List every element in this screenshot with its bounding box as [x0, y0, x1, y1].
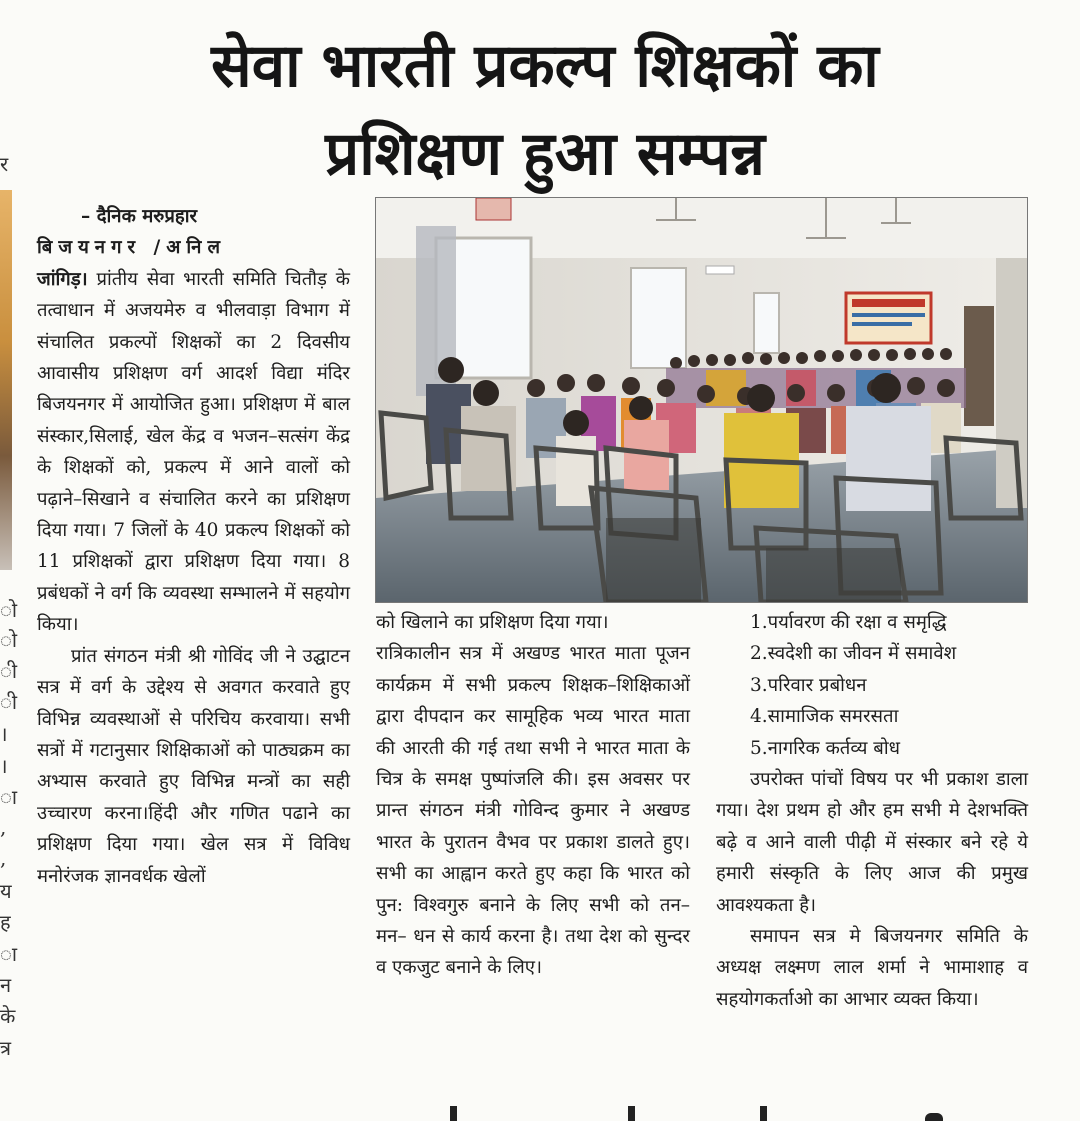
fragment-char: ।: [0, 754, 8, 778]
adjacent-column-fragment: [0, 0, 22, 1121]
fragment-char: ी: [0, 690, 18, 714]
paragraph-1-text: प्रांतीय सेवा भारती समिति चितौड़ के तत्वाधान में अजयमेरु व भीलवाड़ा विभाग में संचालित प्रकल्पों शिक्षकों का 2 दिवसीय आवासीय प्रशिक्षण वर्ग आदर्श विद्या मंदिर बिजयनगर में आयोजित हुआ। प्रशिक्षण में बाल संस्कार,सिलाई, खेल केंद्र व भजन–सत्संग केंद्र के शिक्षकों को, प्रकल्प में आने वालों को पढ़ाने–सिखाने व संचालित करने का प्रशिक्षण दिया गया। 7 जिलों के 40 प्रकल्प शिक्षकों को 11 प्रशिक्षकों द्वारा प्रशिक्षण दिया गया। 8 प्रबंधकों ने वर्ग कि व्यवस्था सम्भालने में सहयोग किया।: [37, 268, 350, 636]
fragment-char: के: [0, 1004, 16, 1028]
headline-line-2: प्रशिक्षण हुआ सम्पन्न: [325, 119, 765, 189]
dateline-name: जांगिड़।: [37, 268, 88, 290]
article-photo: [375, 197, 1028, 603]
fragment-char: ,: [0, 815, 7, 839]
fragment-char: ो: [0, 598, 18, 622]
fragment-char: ी: [0, 659, 18, 683]
list-item: 1.पर्यावरण की रक्षा व समृद्धि: [750, 612, 947, 633]
paragraph-1: [37, 264, 350, 641]
list-item: 4.सामाजिक समरसता: [750, 706, 899, 728]
article-column-3: [716, 607, 1028, 1015]
article-column-1: [37, 201, 350, 892]
byline: – दैनिक मरुप्रहार: [81, 206, 198, 227]
fragment-char: ा: [0, 785, 18, 809]
list-item: 3.परिवार प्रबोधन: [750, 674, 867, 696]
adjacent-photo-fragment: [0, 190, 12, 570]
fragment-char: न: [0, 973, 12, 997]
fragment-char: ा: [0, 942, 18, 966]
training-hall-photo: [376, 198, 1027, 602]
fragment-char: ,: [0, 846, 7, 870]
fragment-char: त्र: [0, 1036, 12, 1060]
dateline: बिजयनगर /अनिल: [37, 237, 226, 259]
paragraph-2: प्रांत संगठन मंत्री श्री गोविंद जी ने उद्घाटन सत्र में वर्ग के उद्देश्य से अवगत करवाते हुए विभिन्न व्यवस्थाओं से परिचिय करवाया। सभी सत्रों में गटानुसार शिक्षिकाओं को पाठ्यक्रम का अभ्यास करवाते हुए विभिन्न मन्त्रों का सही उच्चारण करना।हिंदी और गणित पढाने का प्रशिक्षण दिया गया। खेल सत्र में विविध मनोरंजक ज्ञानवर्धक खेलों: [37, 645, 350, 887]
paragraph-closing: समापन सत्र मे बिजयनगर समिति के अध्यक्ष लक्ष्मण लाल शर्मा ने भामाशाह व सहयोगकर्ताओ का आभार व्यक्त किया।: [716, 926, 1028, 1010]
list-item: 2.स्वदेशी का जीवन में समावेश: [750, 643, 957, 665]
next-headline-fragment: [420, 1100, 960, 1121]
paragraph-topics: उपरोक्त पांचों विषय पर भी प्रकाश डाला गया। देश प्रथम हो और हम सभी मे देशभक्ति बढ़े व आने वाली पीढ़ी में संस्कार बने रहे ये हमारी संस्कृति के लिए आज की प्रमुख आवश्यकता है।: [716, 769, 1028, 916]
article-column-2: [376, 607, 690, 984]
fragment-char: ह: [0, 910, 11, 934]
fragment-char: र: [0, 152, 9, 176]
article-headline: [20, 22, 1070, 198]
fragment-char: ।: [0, 722, 8, 746]
fragment-char: य: [0, 879, 12, 903]
paragraph-night-session: रात्रिकालीन सत्र में अखण्ड भारत माता पूजन कार्यक्रम में सभी प्रकल्प शिक्षक–शिक्षिकाओं द्वारा दीपदान कर सामूहिक भव्य भारत माता की आरती की गई तथा सभी ने भारत माता के चित्र के समक्ष पुष्पांजलि की। इस अवसर पर प्रान्त संगठन मंत्री गोविन्द कुमार ने अखण्ड भारत के पुरातन वैभव पर प्रकाश डालते हुए। सभी का आह्वान करते हुए कहा कि भारत को पुन: विश्वगुरु बनाने के लिए सभी को तन– मन– धन से कार्य करना है। तथा देश को सुन्दर व एकजुट बनाने के लिए।: [376, 643, 690, 979]
list-item: 5.नागरिक कर्तव्य बोध: [750, 737, 900, 759]
paragraph-continued: को खिलाने का प्रशिक्षण दिया गया।: [376, 612, 609, 633]
fragment-char: ो: [0, 628, 18, 652]
headline-line-1: सेवा भारती प्रकल्प शिक्षकों का: [211, 31, 879, 101]
